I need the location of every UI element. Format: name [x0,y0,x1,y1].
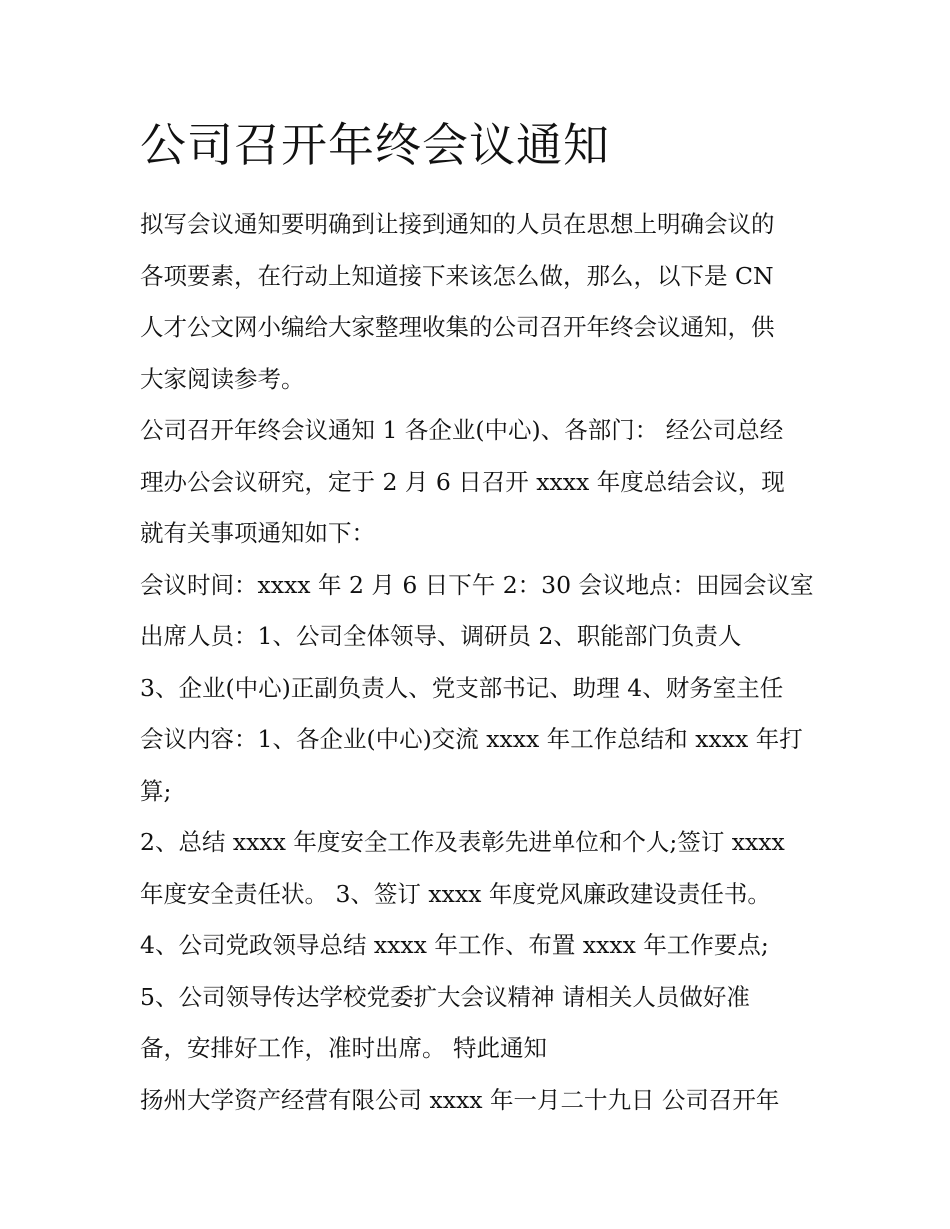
body-line: 备，安排好工作，准时出席。 特此通知 [140,1034,547,1062]
body-line: 2、总结 xxxx 年度安全工作及表彰先进单位和个人;签订 xxxx [140,828,785,856]
body-line: 公司召开年终会议通知 1 各企业(中心)、各部门： 经公司总经 [140,416,784,444]
body-line: 拟写会议通知要明确到让接到通知的人员在思想上明确会议的 [140,210,775,238]
document-body [140,200,830,1127]
body-line: 出席人员：1、公司全体领导、调研员 2、职能部门负责人 [140,622,742,650]
document-title: 公司召开年终会议通知 [140,118,610,172]
body-line: 算; [140,776,172,805]
body-line: 5、公司领导传达学校党委扩大会议精神 请相关人员做好准 [140,982,750,1011]
body-line: 年度安全责任状。 3、签订 xxxx 年度党风廉政建设责任书。 [140,879,771,908]
body-line: 大家阅读参考。 [140,364,305,393]
body-line: 3、企业(中心)正副负责人、党支部书记、助理 4、财务室主任 [140,673,784,702]
body-line: 会议内容：1、各企业(中心)交流 xxxx 年工作总结和 xxxx 年打 [140,725,803,753]
body-line: 各项要素，在行动上知道接下来该怎么做，那么，以下是 CN [140,261,774,290]
body-line: 就有关事项通知如下： [140,519,375,547]
body-line: 4、公司党政领导总结 xxxx 年工作、布置 xxxx 年工作要点; [140,931,769,959]
body-line: 人才公文网小编给大家整理收集的公司召开年终会议通知，供 [140,313,775,341]
body-line: 理办公会议研究，定于 2 月 6 日召开 xxxx 年度总结会议，现 [140,467,785,496]
body-line: 扬州大学资产经营有限公司 xxxx 年一月二十九日 公司召开年 [140,1085,780,1114]
body-line: 会议时间：xxxx 年 2 月 6 日下午 2：30 会议地点：田园会议室 [140,570,814,599]
